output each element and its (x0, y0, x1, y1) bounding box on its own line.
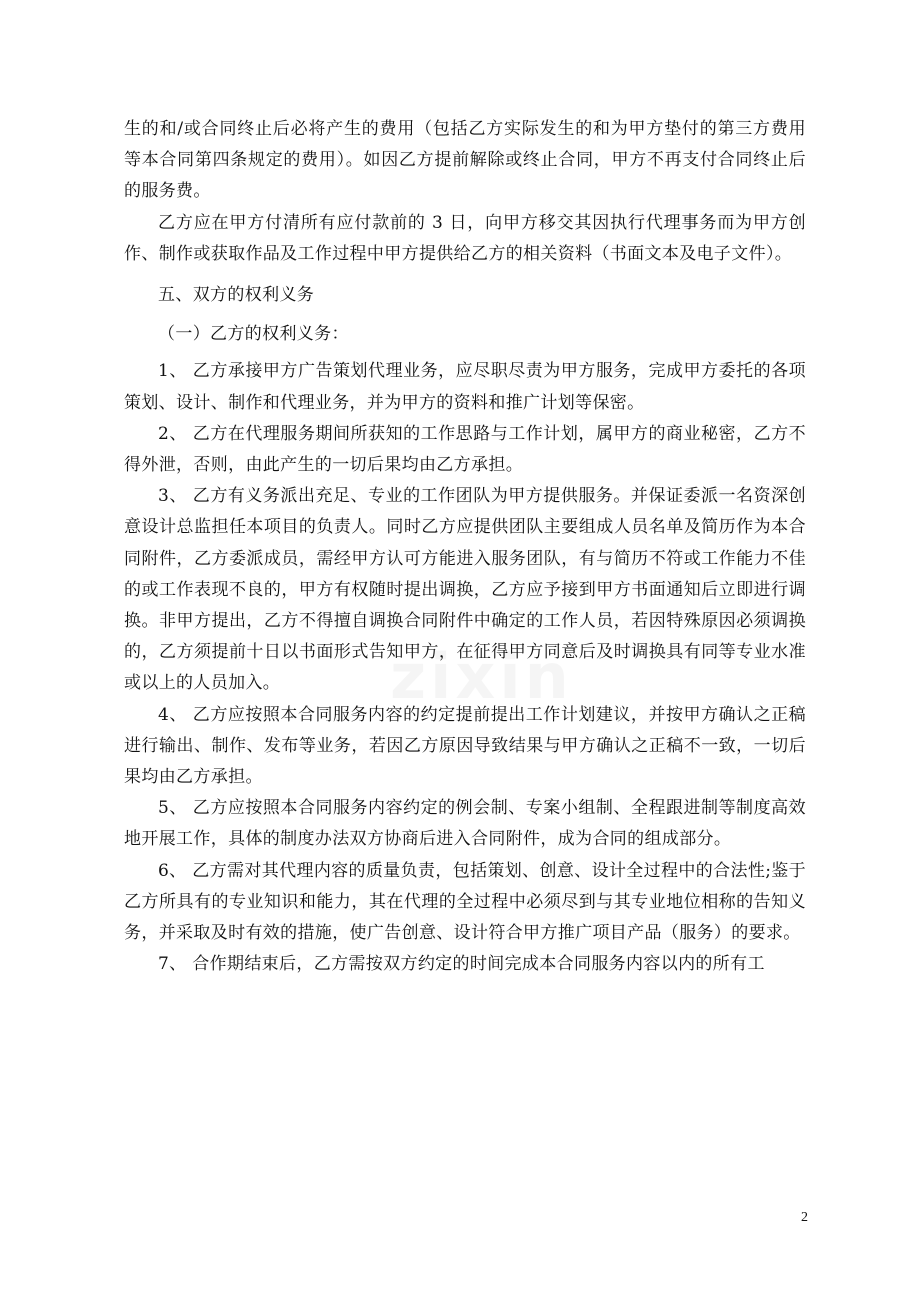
clause-5: 5、 乙方应按照本合同服务内容约定的例会制、专案小组制、全程跟进制等制度高效地开展工作，具体的制度办法双方协商后进入合同附件，成为合同的组成部分。 (124, 798, 806, 850)
clause-7: 7、 合作期结束后，乙方需按双方约定的时间完成本合同服务内容以内的所有工 (158, 954, 765, 975)
clause-2: 2、 乙方在代理服务期间所获知的工作思路与工作计划，属甲方的商业秘密，乙方不得外泄，否则，由此产生的一切后果均由乙方承担。 (124, 423, 806, 476)
clause-4: 4、 乙方应按照本合同服务内容的约定提前提出工作计划建议，并按甲方确认之正稿进行输出、制作、发布等业务，若因乙方原因导致结果与甲方确认之正稿不一致，一切后果均由乙方承担。 (124, 704, 806, 788)
section-heading-rights-obligations: 五、双方的权利义务 (158, 285, 315, 306)
document-body (124, 114, 806, 980)
watermark-logo (390, 640, 573, 713)
clause-1: 1、 乙方承接甲方广告策划代理业务，应尽职尽责为甲方服务，完成甲方委托的各项策划、设计、制作和代理业务，并为甲方的资料和推广计划等保密。 (124, 361, 806, 413)
clause-3: 3、 乙方有义务派出充足、专业的工作团队为甲方提供服务。并保证委派一名资深创意设计总监担任本项目的负责人。同时乙方应提供团队主要组成人员名单及简历作为本合同附件，乙方委派成员，需经甲方认可方能进入服务团队，有与简历不符或工作能力不佳的或工作表现不良的，甲方有权随时提出调换，乙方应予接到甲方书面通知后立即进行调换。非甲方提出，乙方不得擅自调换合同附件中确定的工作人员，若因特殊原因必须调换的，乙方须提前十日以书面形式告知甲方，在征得甲方同意后及时调换具有同等专业水准或以上的人员加入。 (124, 486, 806, 694)
paragraph-continued-fee-clause: 生的和/或合同终止后必将产生的费用（包括乙方实际发生的和为甲方垫付的第三方费用等本合同第四条规定的费用）。如因乙方提前解除或终止合同，甲方不再支付合同终止后的服务费。 (124, 119, 806, 202)
page-number: 2 (801, 1210, 808, 1225)
clause-6: 6、 乙方需对其代理内容的质量负责，包括策划、创意、设计全过程中的合法性;鉴于乙方所具有的专业知识和能力，其在代理的全过程中必须尽到与其专业地位相称的告知义务，并采取及时有效的措施，使广告创意、设计符合甲方推广项目产品（服务）的要求。 (124, 860, 806, 944)
subsection-heading-party-b: （一）乙方的权利义务： (158, 324, 349, 345)
paragraph-handover-clause: 乙方应在甲方付清所有应付款前的 3 日，向甲方移交其因执行代理事务而为甲方创作、制作或获取作品及工作过程中甲方提供给乙方的相关资料（书面文本及电子文件）。 (124, 212, 806, 264)
